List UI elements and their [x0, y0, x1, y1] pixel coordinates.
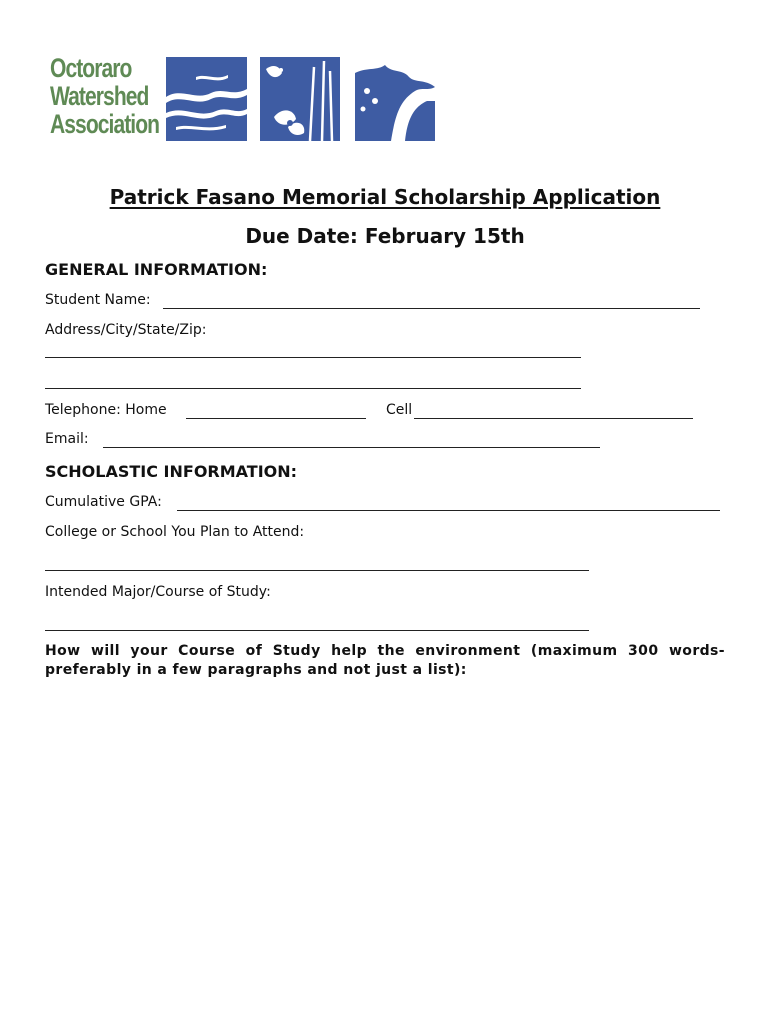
email-label: Email:	[45, 431, 89, 447]
scholastic-information-heading: SCHOLASTIC INFORMATION:	[45, 462, 298, 481]
address-field-line-2[interactable]	[45, 388, 581, 389]
due-date: Due Date: February 15th	[245, 224, 525, 248]
telephone-home-field[interactable]	[186, 418, 366, 419]
logo-wordmark	[50, 53, 160, 139]
logo-line-2: Watershed	[50, 81, 149, 111]
college-field[interactable]	[45, 570, 589, 571]
student-name-field[interactable]	[163, 308, 700, 309]
page-title: Patrick Fasano Memorial Scholarship Application	[109, 185, 661, 209]
essay-answer-area[interactable]	[45, 690, 725, 990]
essay-prompt: How will your Course of Study help the environment (maximum 300 words- preferably in a few paragraphs and not just a list):	[45, 643, 725, 678]
telephone-home-label: Telephone: Home	[45, 402, 167, 418]
logo-line-1: Octoraro	[50, 53, 132, 83]
general-information-heading: GENERAL INFORMATION:	[45, 260, 268, 279]
college-label: College or School You Plan to Attend:	[45, 524, 305, 540]
logo-line-3: Association	[50, 109, 160, 139]
major-field[interactable]	[45, 630, 589, 631]
cell-label: Cell	[386, 402, 413, 418]
email-field[interactable]	[103, 447, 600, 448]
gpa-label: Cumulative GPA:	[45, 494, 162, 510]
gpa-field[interactable]	[177, 510, 720, 511]
address-field-line-1[interactable]	[45, 357, 581, 358]
bird-and-flower-icon	[260, 57, 340, 141]
major-label: Intended Major/Course of Study:	[45, 584, 271, 600]
student-name-label: Student Name:	[45, 292, 151, 308]
cell-field[interactable]	[414, 418, 693, 419]
tree-icon	[355, 57, 435, 141]
address-label: Address/City/State/Zip:	[45, 322, 207, 338]
river-icon	[166, 57, 247, 141]
